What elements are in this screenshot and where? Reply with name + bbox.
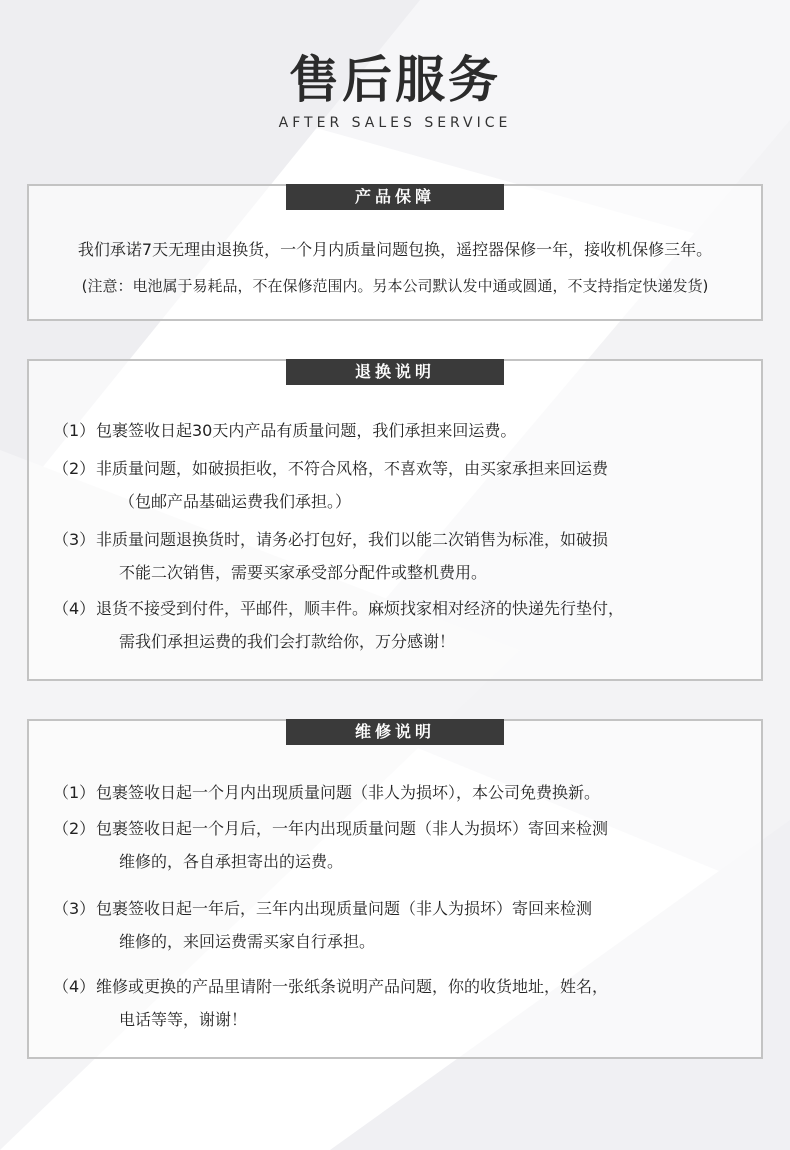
guarantee-note-text: (注意：电池属于易耗品，不在保修范围内。另本公司默认发中通或圆通，不支持指定快递发货) (81, 277, 709, 295)
return-label: 退换说明 (286, 359, 504, 385)
item-text: （包邮产品基础运费我们承担。） (119, 492, 352, 511)
item-text: 包裹签收日起一个月后，一年内出现质量问题（非人为损坏）寄回来检测 (96, 819, 609, 838)
item-text: 包裹签收日起30天内产品有质量问题，我们承担来回运费。 (96, 421, 517, 440)
repair-item-4 (53, 970, 753, 1036)
item-number: （1） (53, 783, 96, 802)
repair-label: 维修说明 (286, 719, 504, 745)
repair-item-1 (53, 776, 753, 809)
item-number: （3） (53, 899, 96, 918)
item-number: （4） (53, 599, 96, 618)
item-text: 电话等等，谢谢！ (119, 1010, 248, 1029)
item-number: （1） (53, 421, 96, 440)
item-text: 非质量问题退换货时，请务必打包好，我们以能二次销售为标准，如破损 (96, 530, 609, 549)
item-number: （2） (53, 459, 96, 478)
repair-item-2 (53, 812, 753, 878)
item-text: 维修的，来回运费需买家自行承担。 (119, 932, 376, 951)
page-title: 售后服务 (289, 51, 501, 109)
item-number: （4） (53, 977, 96, 996)
item-text: 非质量问题，如破损拒收，不符合风格，不喜欢等，由买家承担来回运费 (96, 459, 609, 478)
guarantee-main-text: 我们承诺7天无理由退换货，一个月内质量问题包换，遥控器保修一年，接收机保修三年。 (77, 240, 713, 259)
repair-item-3 (53, 892, 753, 958)
item-text: 包裹签收日起一个月内出现质量问题（非人为损坏），本公司免费换新。 (96, 783, 601, 802)
item-text: 退货不接受到付件，平邮件，顺丰件。麻烦找家相对经济的快递先行垫付， (96, 599, 625, 618)
return-item-1 (53, 414, 753, 447)
guarantee-section (27, 184, 763, 321)
item-text: 不能二次销售，需要买家承受部分配件或整机费用。 (119, 563, 488, 582)
item-text: 包裹签收日起一年后，三年内出现质量问题（非人为损坏）寄回来检测 (96, 899, 593, 918)
item-text: 需我们承担运费的我们会打款给你，万分感谢！ (119, 632, 456, 651)
item-text: 维修的，各自承担寄出的运费。 (119, 852, 344, 871)
page-subtitle: AFTER SALES SERVICE (278, 115, 512, 131)
item-number: （3） (53, 530, 96, 549)
item-number: （2） (53, 819, 96, 838)
return-item-4 (53, 592, 753, 658)
repair-section (27, 719, 763, 1059)
guarantee-label: 产品保障 (286, 184, 504, 210)
item-text: 维修或更换的产品里请附一张纸条说明产品问题，你的收货地址，姓名， (96, 977, 609, 996)
return-section (27, 359, 763, 681)
return-item-3 (53, 523, 753, 589)
return-item-2 (53, 452, 753, 518)
